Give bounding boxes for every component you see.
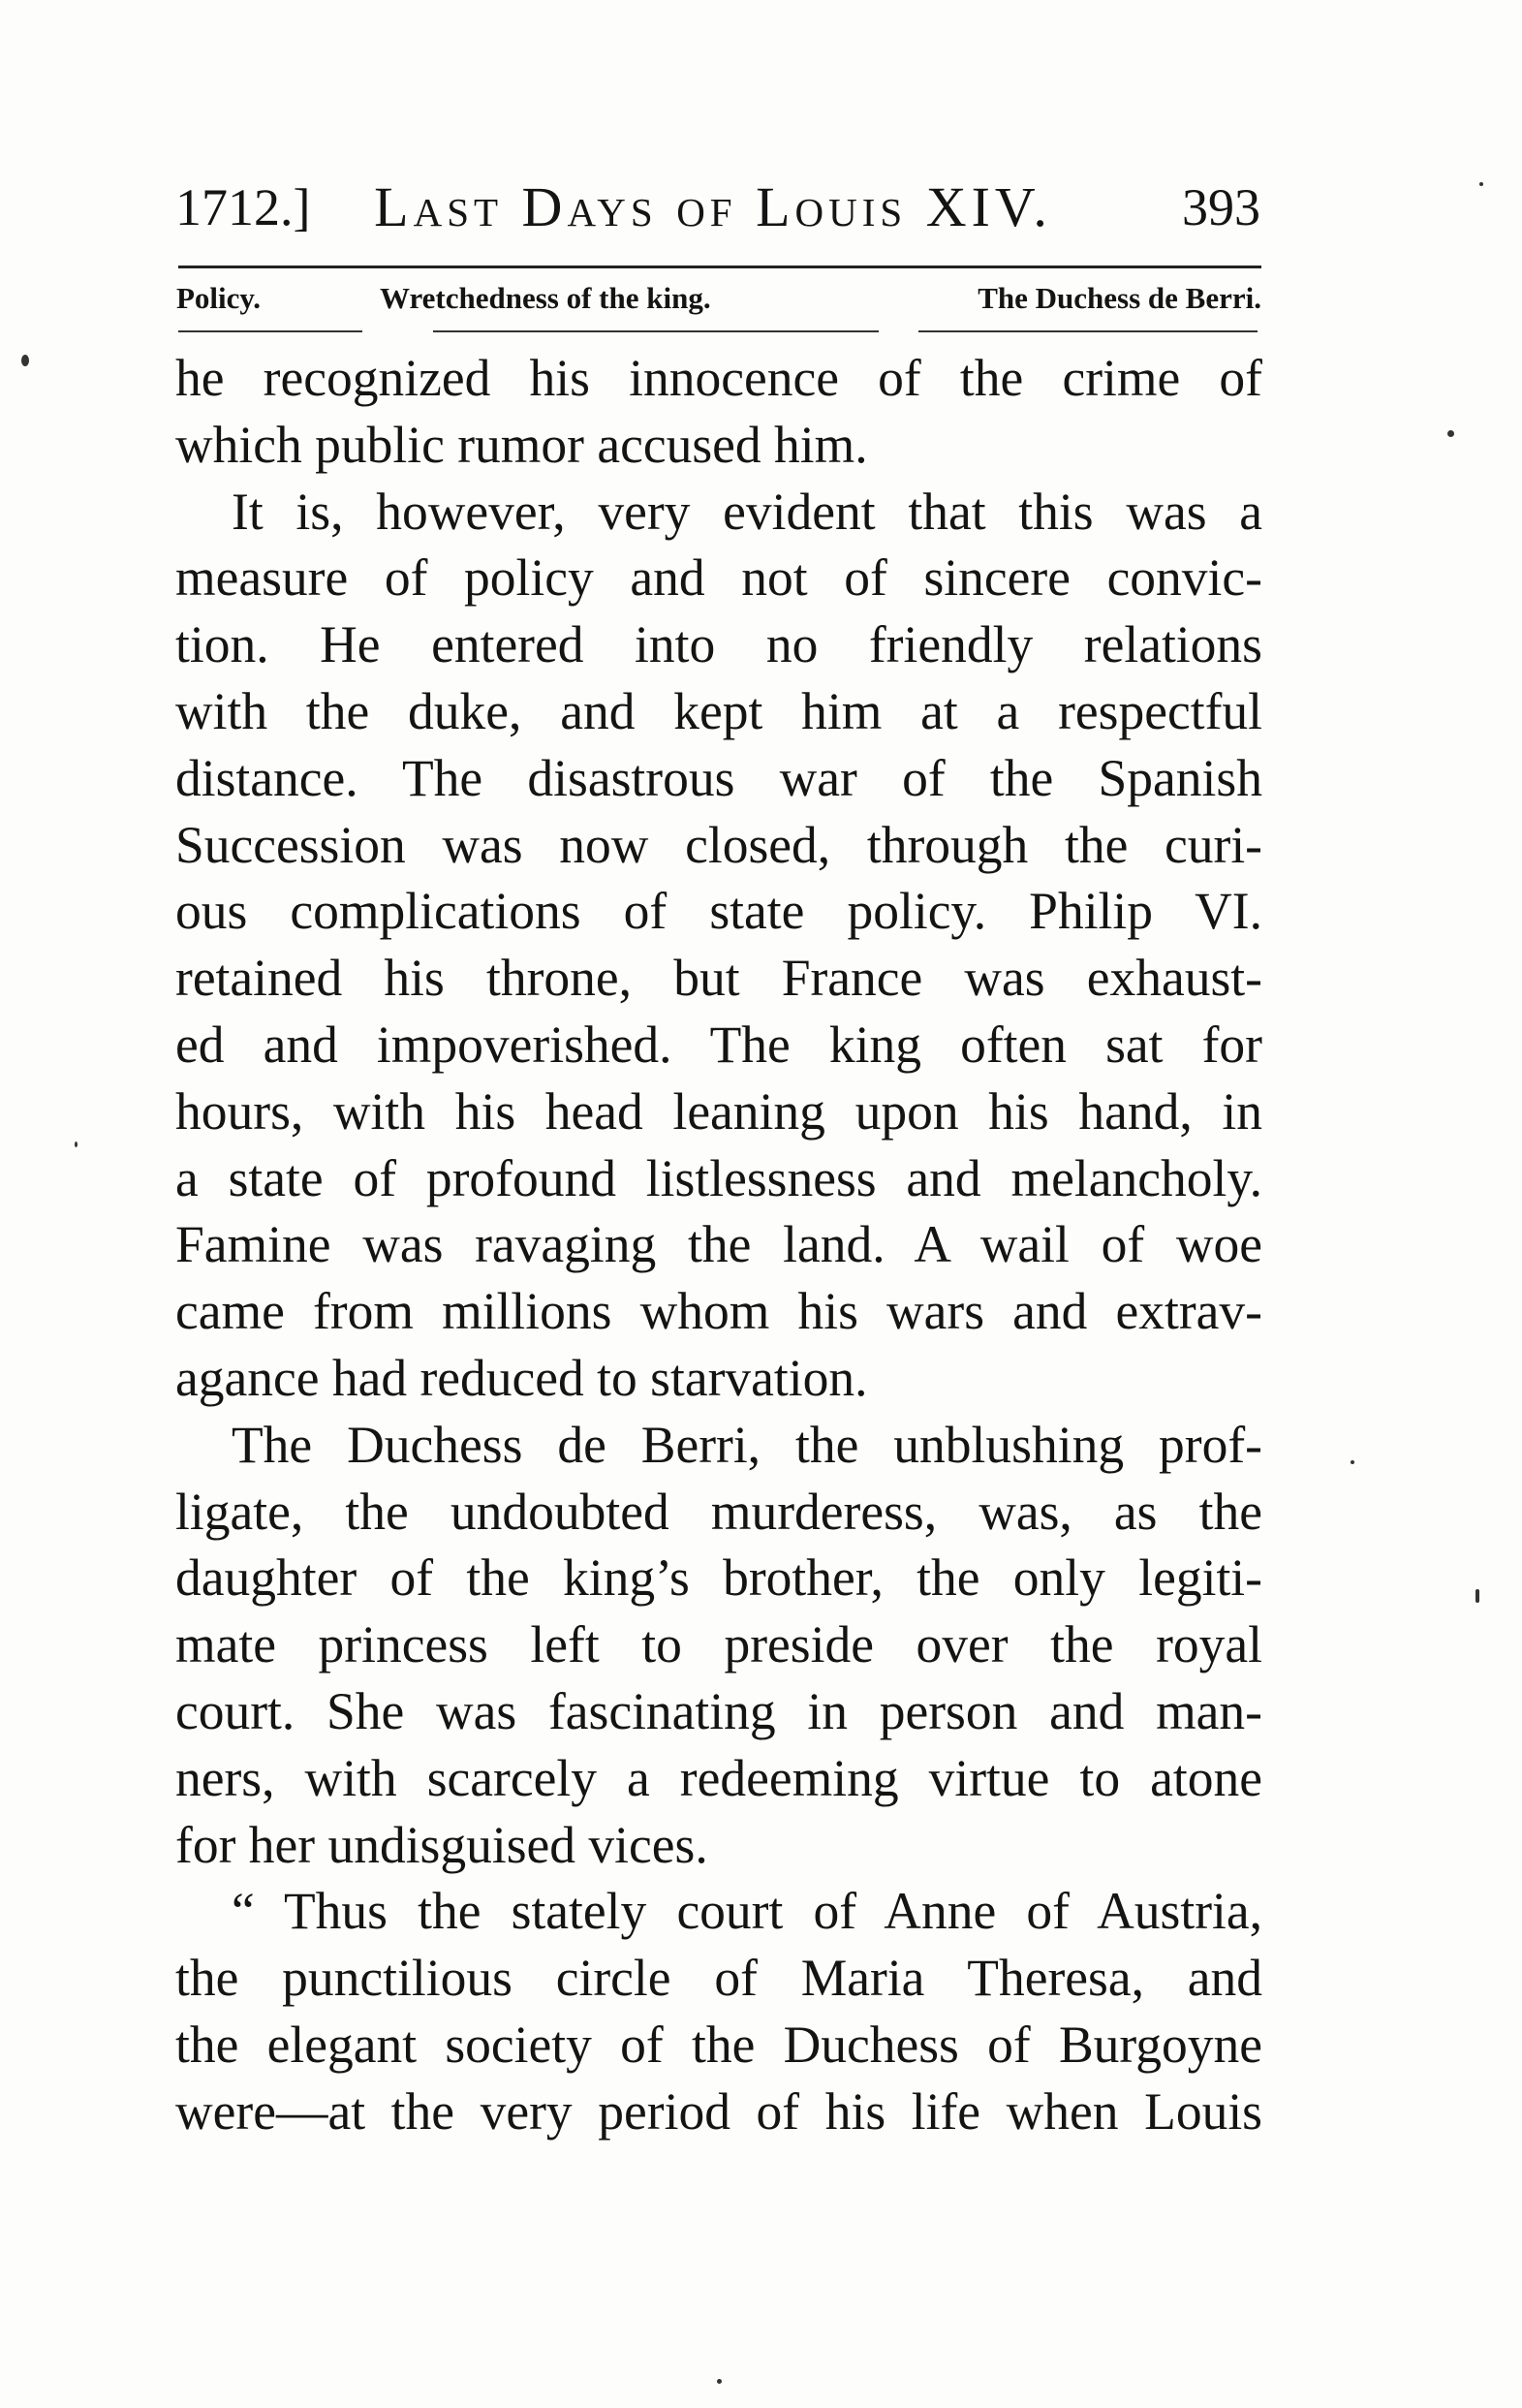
sidenote-rule [433, 330, 879, 332]
text-line: retained his throne, but France was exhaust- [175, 949, 1262, 1008]
running-head [175, 170, 1260, 245]
sidenote-policy: Policy. [176, 281, 261, 315]
text-line: “ Thus the stately court of Anne of Austria, [232, 1882, 1262, 1941]
text-line: Succession was now closed, through the curi- [175, 815, 1262, 874]
text-line: ed and impoverished. The king often sat for [175, 1015, 1262, 1074]
text-line: The Duchess de Berri, the unblushing prof- [232, 1415, 1262, 1474]
text-line: a state of profound listlessness and melancholy. [175, 1148, 1262, 1207]
scan-speck [1351, 1460, 1354, 1464]
scan-speck [1447, 430, 1454, 437]
scan-speck [717, 2379, 722, 2384]
scan-speck [21, 355, 29, 366]
text-line: ners, with scarcely a redeeming virtue to atone [175, 1748, 1262, 1807]
body-text [175, 345, 1262, 2145]
text-line: ous complications of state policy. Philip VI. [175, 882, 1262, 941]
sidenotes [176, 273, 1261, 324]
text-line: he recognized his innocence of the crime of [175, 349, 1262, 407]
text-line: daughter of the king’s brother, the only legiti- [175, 1548, 1262, 1608]
scan-speck [1475, 1589, 1479, 1603]
text-line: were—at the very period of his life when Louis [175, 2081, 1262, 2141]
text-line: mate princess left to preside over the royal [175, 1615, 1262, 1674]
sidenote-wretchedness: Wretchedness of the king. [380, 281, 711, 315]
text-line: for her undisguised vices. [175, 1815, 708, 1874]
header-title: Last Days of Louis XIV. [374, 175, 1052, 238]
page-number: 393 [1182, 178, 1260, 236]
text-line: the punctilious circle of Maria Theresa, and [175, 1949, 1262, 2008]
text-line: agance had reduced to starvation. [175, 1348, 868, 1407]
text-line: measure of policy and not of sincere convic- [175, 548, 1262, 608]
text-line: the elegant society of the Duchess of Burgoyne [175, 2015, 1262, 2074]
text-line: ligate, the undoubted murderess, was, as the [175, 1482, 1262, 1541]
header-year: 1712.] [175, 178, 311, 236]
scan-speck [1479, 182, 1483, 186]
sidenote-duchess: The Duchess de Berri. [978, 281, 1261, 315]
text-line: with the duke, and kept him at a respectful [175, 681, 1262, 740]
sidenote-rule [918, 330, 1258, 332]
text-line: distance. The disastrous war of the Spanish [175, 748, 1262, 807]
scan-speck [75, 1141, 78, 1147]
text-line: which public rumor accused him. [175, 415, 868, 474]
text-line: Famine was ravaging the land. A wail of woe [175, 1215, 1262, 1274]
text-line: hours, with his head leaning upon his hand, in [175, 1081, 1262, 1141]
sidenote-rule [178, 330, 362, 332]
text-line: It is, however, very evident that this was a [232, 482, 1262, 541]
text-line: court. She was fascinating in person and man- [175, 1681, 1262, 1740]
header-rule [178, 266, 1261, 268]
text-line: tion. He entered into no friendly relations [175, 615, 1262, 674]
text-line: came from millions whom his wars and extrav- [175, 1282, 1262, 1341]
